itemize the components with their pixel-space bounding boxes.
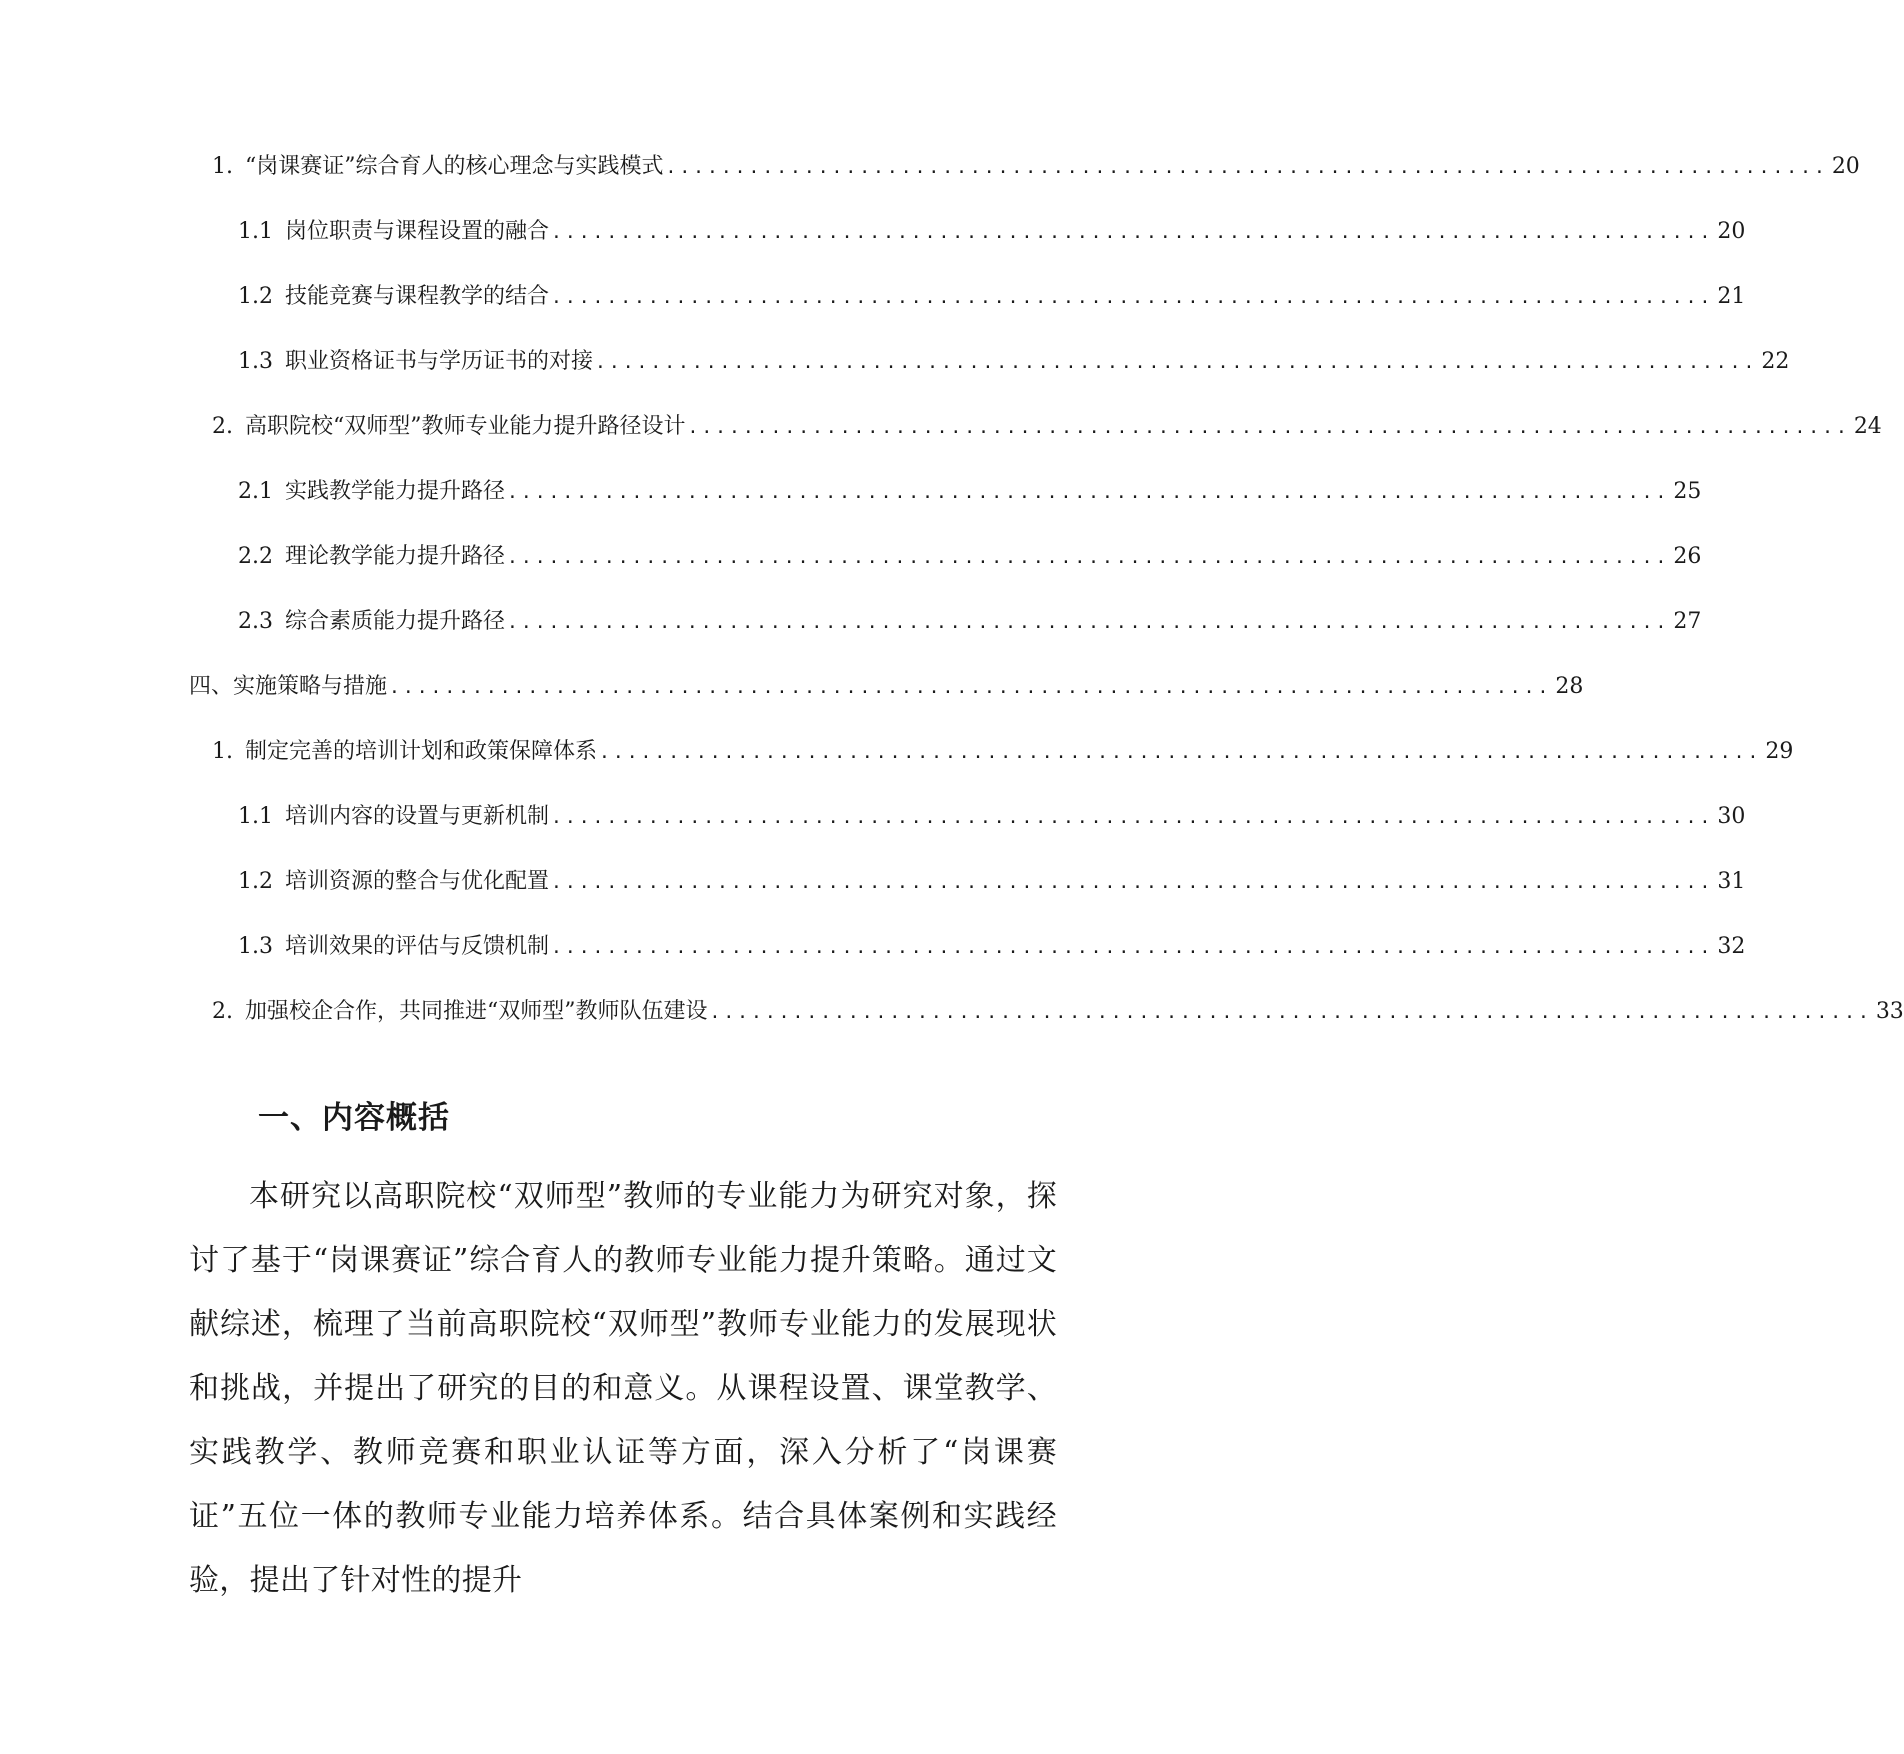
toc-entry[interactable]	[212, 997, 1904, 1028]
toc-entry-number: 2.3	[238, 609, 273, 634]
toc-entry-number: 1.2	[238, 869, 273, 894]
toc-entry-title: 综合素质能力提升路径	[285, 609, 506, 634]
toc-leader-dots: ....................................................................................	[709, 1002, 1872, 1023]
toc-entry-number: 1.1	[238, 804, 273, 829]
toc-entry-number: 2.1	[238, 479, 273, 504]
toc-leader-dots: ....................................................................................	[551, 222, 1714, 243]
toc-entry-page: 32	[1717, 934, 1746, 959]
toc-entry-page: 21	[1717, 284, 1746, 309]
toc-leader-dots: ....................................................................................	[551, 287, 1714, 308]
toc-entry[interactable]	[238, 477, 1702, 508]
toc-entry-number: 2.2	[238, 544, 273, 569]
toc-entry-page: 22	[1761, 349, 1790, 374]
toc-entry-number: 2.	[212, 999, 233, 1024]
toc-entry-page: 24	[1853, 414, 1882, 439]
toc-entry-page: 26	[1673, 544, 1702, 569]
toc-leader-dots: ....................................................................................	[389, 677, 1552, 698]
toc-entry[interactable]	[212, 737, 1794, 768]
toc-leader-dots: ....................................................................................	[665, 157, 1828, 178]
toc-entry-title: 实践教学能力提升路径	[285, 479, 506, 504]
toc-entry-title: 培训效果的评估与反馈机制	[285, 934, 550, 959]
toc-entry[interactable]	[212, 412, 1882, 443]
toc-entry[interactable]	[189, 672, 1584, 703]
toc-entry-title: 培训内容的设置与更新机制	[285, 804, 550, 829]
toc-entry[interactable]	[238, 282, 1746, 313]
toc-entry-number: 1.3	[238, 349, 273, 374]
toc-entry[interactable]	[238, 347, 1790, 378]
toc-entry-number: 1.1	[238, 219, 273, 244]
toc-entry-title: 培训资源的整合与优化配置	[285, 869, 550, 894]
toc-leader-dots: ....................................................................................	[507, 612, 1670, 633]
toc-leader-dots: ....................................................................................	[551, 807, 1714, 828]
toc-entry-title: 制定完善的培训计划和政策保障体系	[245, 739, 598, 764]
toc-entry-number: 1.	[212, 739, 233, 764]
body-paragraph: 本研究以高职院校“双师型”教师的专业能力为研究对象，探讨了基于“岗课赛证”综合育人的教师专业能力提升策略。通过文献综述，梳理了当前高职院校“双师型”教师专业能力的发展现状和挑战，并提出了研究的目的和意义。从课程设置、课堂教学、实践教学、教师竞赛和职业认证等方面，深入分析了“岗课赛证”五位一体的教师专业能力培养体系。结合具体案例和实践经验，提出了针对性的提升	[189, 1179, 1057, 1598]
toc-entry[interactable]	[238, 542, 1702, 573]
toc-entry-title: 加强校企合作，共同推进“双师型”教师队伍建设	[245, 999, 708, 1024]
toc-entry-number: 1.3	[238, 934, 273, 959]
toc-entry-title: 岗位职责与课程设置的融合	[285, 219, 550, 244]
toc-entry[interactable]	[238, 867, 1746, 898]
toc-leader-dots: ....................................................................................	[599, 742, 1762, 763]
toc-entry-title: 高职院校“双师型”教师专业能力提升路径设计	[245, 414, 686, 439]
toc-entry[interactable]	[238, 607, 1702, 638]
toc-entry-title: 职业资格证书与学历证书的对接	[285, 349, 594, 374]
toc-entry[interactable]	[212, 152, 1860, 183]
toc-entry-number: 1.	[212, 154, 233, 179]
toc-leader-dots: ....................................................................................	[551, 872, 1714, 893]
toc-entry[interactable]	[238, 932, 1746, 963]
toc-leader-dots: ....................................................................................	[551, 937, 1714, 958]
toc-entry-page: 28	[1555, 674, 1584, 699]
toc-entry-page: 30	[1717, 804, 1746, 829]
toc-entry[interactable]	[238, 217, 1746, 248]
toc-leader-dots: ....................................................................................	[507, 482, 1670, 503]
toc-entry-page: 20	[1717, 219, 1746, 244]
toc-entry-title: “岗课赛证”综合育人的核心理念与实践模式	[245, 154, 664, 179]
toc-entry-page: 31	[1717, 869, 1746, 894]
toc-leader-dots: ....................................................................................	[595, 352, 1758, 373]
toc-entry-page: 25	[1673, 479, 1702, 504]
toc-entry-number: 2.	[212, 414, 233, 439]
toc-entry[interactable]	[238, 802, 1746, 833]
toc-entry-title: 技能竞赛与课程教学的结合	[285, 284, 550, 309]
toc-entry-page: 27	[1673, 609, 1702, 634]
section-heading: 一、内容概括	[258, 1100, 450, 1136]
toc-entry-title: 四、实施策略与措施	[189, 674, 388, 699]
toc-entry-page: 29	[1765, 739, 1794, 764]
toc-leader-dots: ....................................................................................	[687, 417, 1850, 438]
toc-entry-page: 33	[1875, 999, 1904, 1024]
toc-leader-dots: ....................................................................................	[507, 547, 1670, 568]
toc-entry-title: 理论教学能力提升路径	[285, 544, 506, 569]
toc-entry-page: 20	[1831, 154, 1860, 179]
toc-entry-number: 1.2	[238, 284, 273, 309]
